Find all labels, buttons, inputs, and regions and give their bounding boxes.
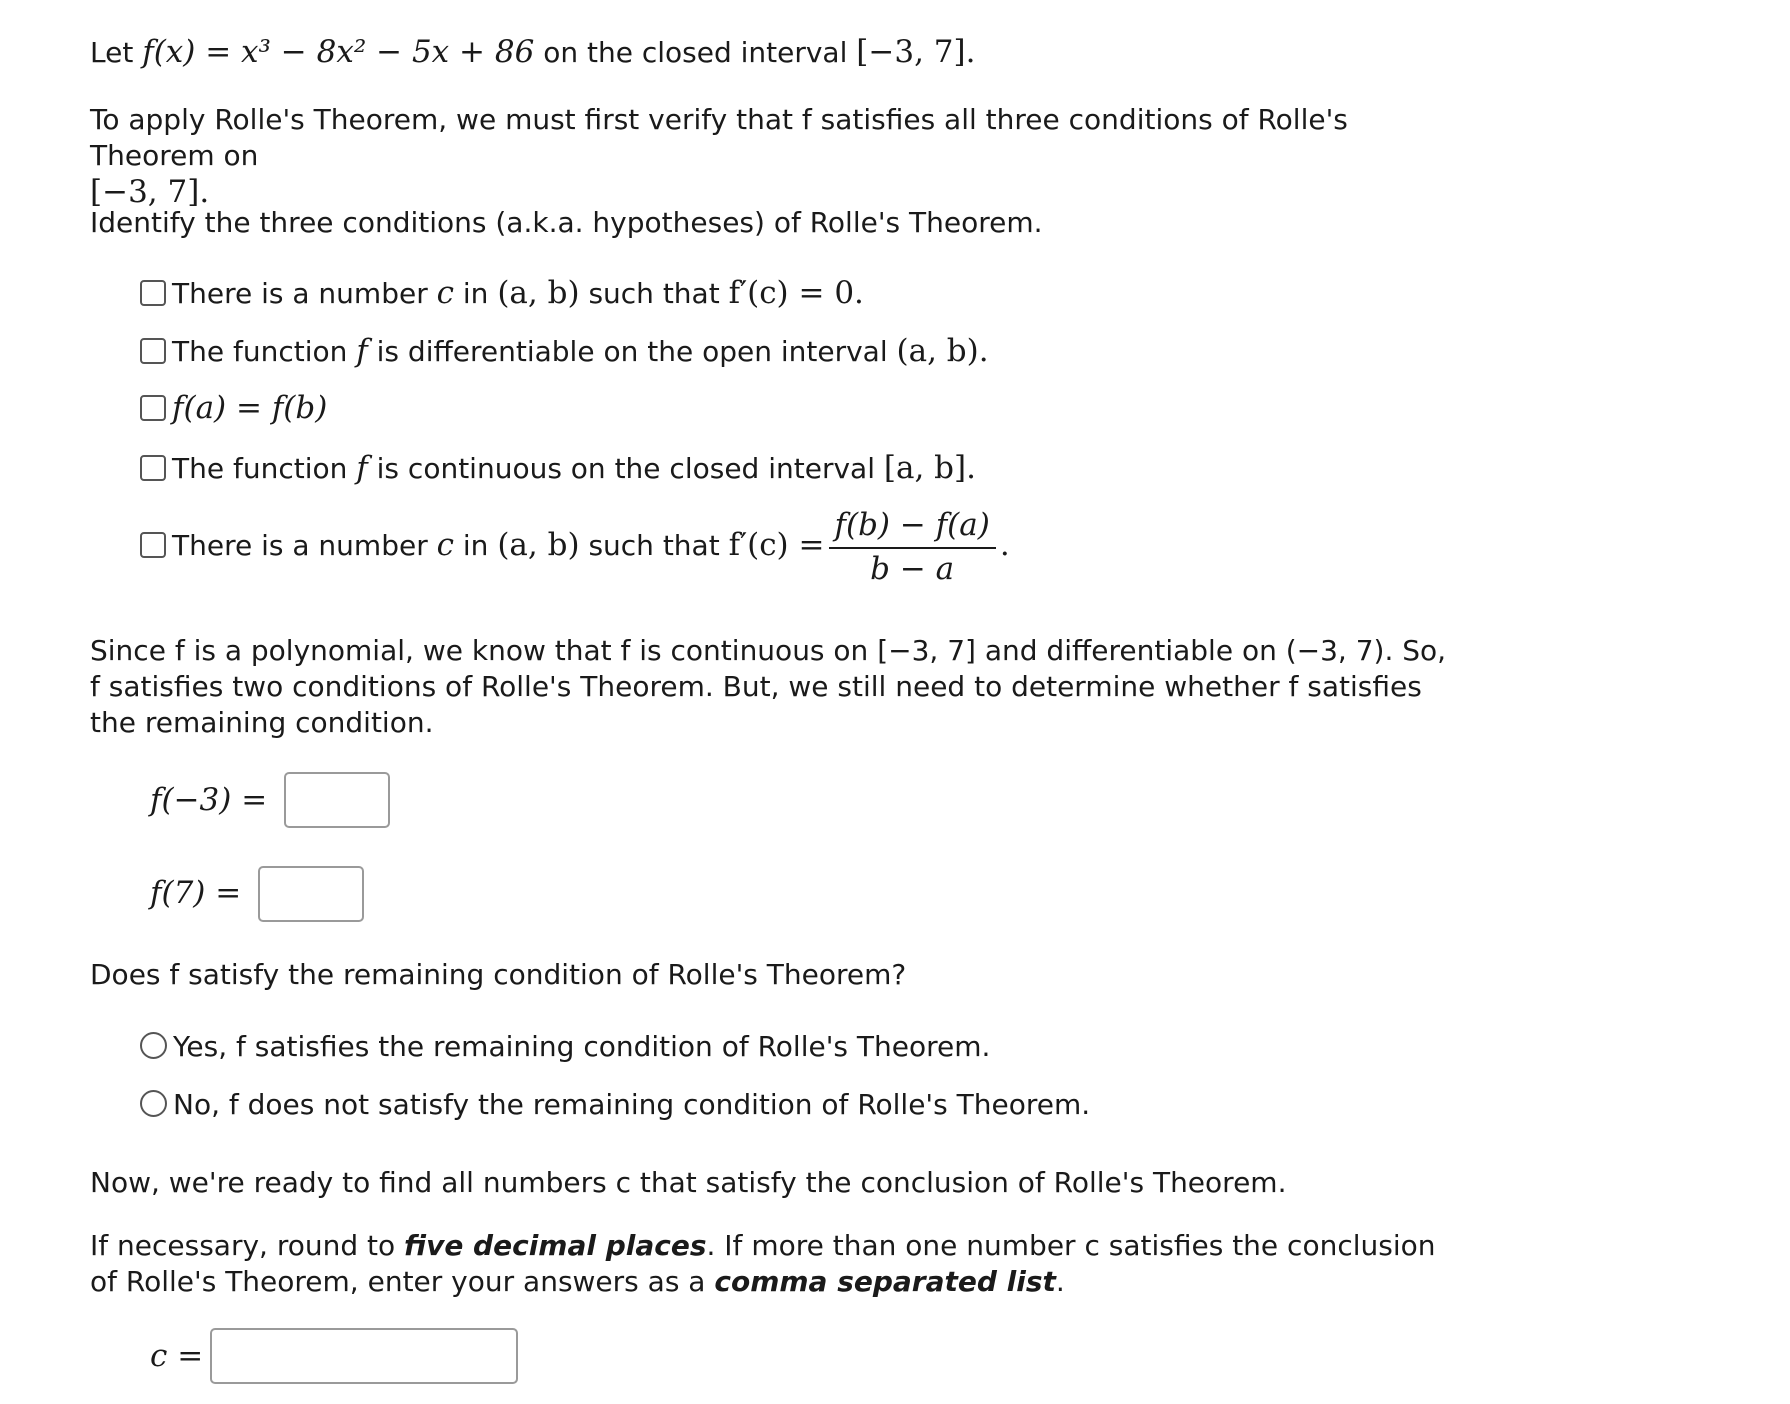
remaining-condition-question: Does f satisfy the remaining condition of Rolle's Theorem?	[90, 958, 907, 991]
f-7-input[interactable]	[258, 866, 364, 922]
radio-no[interactable]: No, f does not satisfy the remaining condition of Rolle's Theorem.	[140, 1087, 1090, 1123]
checkbox[interactable]	[140, 338, 166, 364]
condition-option-4[interactable]: The function f is continuous on the closed interval [a, b].	[140, 450, 976, 487]
checkbox[interactable]	[140, 395, 166, 421]
radio-yes[interactable]: Yes, f satisfies the remaining condition of Rolle's Theorem.	[140, 1029, 990, 1065]
f-neg3-label: f(−3) =	[150, 782, 268, 818]
conditions-prompt: Identify the three conditions (a.k.a. hypotheses) of Rolle's Theorem.	[90, 206, 1043, 239]
condition-option-5[interactable]: There is a number c in (a, b) such that f′(c) = $\frac{f(b) - f(a)}{b - a}$ .	[140, 507, 1010, 587]
interval: [−3, 7].	[856, 34, 976, 70]
c-label: c =	[150, 1338, 204, 1374]
mean-value-fraction: $\frac{f(b) - f(a)}{b - a}$	[829, 507, 996, 587]
condition-option-2[interactable]: The function f is differentiable on the open interval (a, b).	[140, 333, 989, 370]
polynomial-explanation: Since f is a polynomial, we know that f is continuous on [−3, 7] and differentiable on (−3, 7). So, f satisfies two conditions of Rolle's Theorem. But, we still need to determine whether f satisfies the remaining condition.	[90, 634, 1447, 739]
conclusion-intro: Now, we're ready to find all numbers c that satisfy the conclusion of Rolle's Theorem.	[90, 1166, 1287, 1199]
function-definition: f(x) = x³ − 8x² − 5x + 86	[142, 34, 535, 70]
c-answer-input[interactable]	[210, 1328, 518, 1384]
checkbox[interactable]	[140, 532, 166, 558]
apply-instruction: To apply Rolle's Theorem, we must first verify that f satisfies all three conditions of Rolle's Theorem on [−3, 7].	[90, 103, 1348, 210]
f-neg3-input[interactable]	[284, 772, 390, 828]
f-7-label: f(7) =	[150, 875, 242, 911]
rounding-instructions: If necessary, round to five decimal places. If more than one number c satisfies the conclusion of Rolle's Theorem, enter your answers as a comma separated list.	[90, 1229, 1436, 1298]
condition-option-1[interactable]: There is a number c in (a, b) such that f′(c) = 0.	[140, 275, 864, 312]
condition-option-3[interactable]: f(a) = f(b)	[140, 390, 327, 427]
checkbox[interactable]	[140, 280, 166, 306]
checkbox[interactable]	[140, 455, 166, 481]
problem-statement: Let f(x) = x³ − 8x² − 5x + 86 on the closed interval [−3, 7].	[90, 34, 976, 70]
radio-button[interactable]	[140, 1090, 167, 1117]
radio-button[interactable]	[140, 1032, 167, 1059]
